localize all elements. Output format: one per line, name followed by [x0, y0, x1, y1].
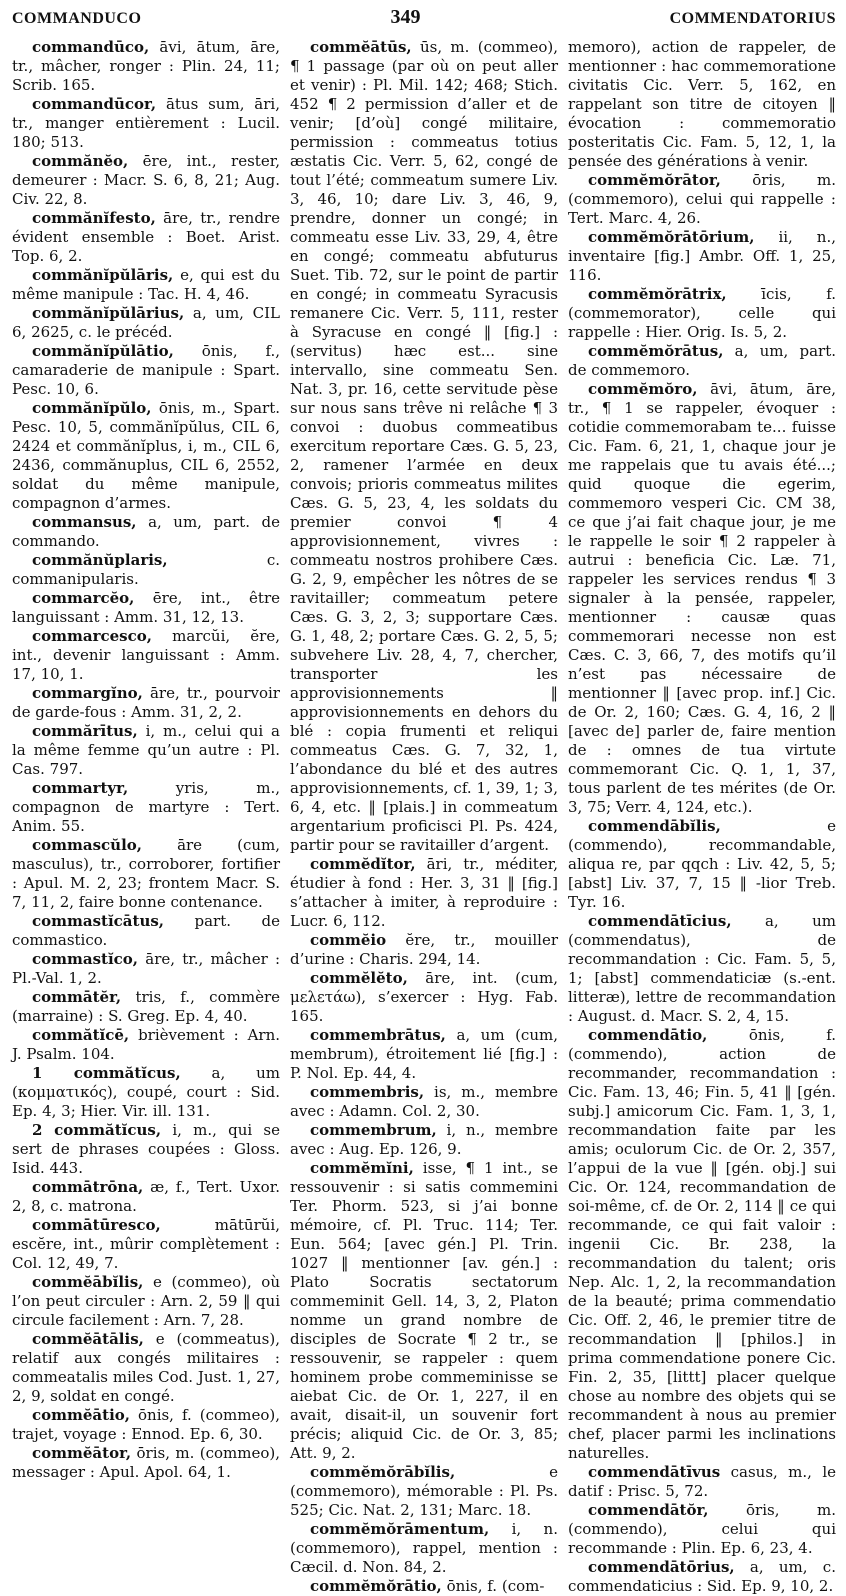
entry-headword: commĕābĭlis, [32, 1273, 144, 1291]
entry-headword: commātĕr, [32, 988, 122, 1006]
entry-headword: commĕātūs, [310, 38, 412, 56]
dictionary-entry [12, 304, 280, 342]
entry-headword: commātrōna, [32, 1178, 144, 1196]
entry-headword: commastĭco, [32, 950, 139, 968]
entry-headword: commănĕo, [32, 152, 129, 170]
dictionary-entry [568, 912, 836, 1026]
entry-definition: āre, tr., mâcher : Pl.-Val. 1, 2. [12, 950, 280, 987]
entry-definition: āre (cum, masculus), tr., corroborer, fortifier : Apul. M. 2, 23; frontem Macr. S. 7, 11, 2, faire bonne contenance. [12, 836, 280, 911]
entry-headword: 1 commătĭcus, [32, 1064, 181, 1082]
page-number: 349 [390, 6, 421, 28]
dictionary-entry [12, 589, 280, 627]
dictionary-entry [568, 1558, 836, 1596]
left-guide-word: COMMANDUCO [12, 10, 142, 27]
entry-definition: e (commeatus), relatif aux congés militaires : commeatalis miles Cod. Just. 1, 27, 2, 9, soldat en congé. [12, 1330, 280, 1405]
entry-definition: āvi, ātum, āre, tr., mâcher, ronger : Plin. 24, 11; Scrib. 165. [12, 38, 280, 94]
entry-definition: mātūrŭi, escĕre, int., mûrir complètement : Col. 12, 49, 7. [12, 1216, 280, 1272]
entry-definition: āri, tr., méditer, étudier à fond : Her. 3, 31 ‖ [fig.] s’attacher à imiter, à reproduire : Lucr. 6, 112. [290, 855, 558, 930]
dictionary-entry [290, 1520, 558, 1577]
entry-definition: ōris, m. (commemoro), celui qui rappelle : Tert. Marc. 4, 26. [568, 171, 836, 227]
dictionary-entry [12, 950, 280, 988]
entry-definition: ōris, m. (commeo), messager : Apul. Apol. 64, 1. [12, 1444, 280, 1481]
entry-definition: āre, tr., rendre évident ensemble : Boet. Arist. Top. 6, 2. [12, 209, 280, 265]
entry-definition: ōnis, m., Spart. Pesc. 10, 5, commănĭpŭlus, CIL 6, 2424 et commănĭplus, i, m., CIL 6, 2436, commănuplus, CIL 6, 2552, soldat du même manipule, compagnon d’armes. [12, 399, 280, 512]
entry-definition: a, um, part. de commemoro. [568, 342, 836, 379]
entry-headword: commĕmŏrātor, [588, 171, 721, 189]
entry-headword: commembris, [310, 1083, 425, 1101]
entry-headword: commargĭno, [32, 684, 143, 702]
dictionary-entry [290, 1083, 558, 1121]
entry-definition: ōnis, f., camaraderie de manipule : Spart. Pesc. 10, 6. [12, 342, 280, 398]
entry-headword: commĕmŏrātrix, [588, 285, 727, 303]
entry-definition: a, um, c. commendaticius : Sid. Ep. 9, 10, 2. [568, 1558, 836, 1595]
dictionary-entry [568, 380, 836, 817]
dictionary-entry [290, 38, 558, 855]
dictionary-entry [568, 285, 836, 342]
entry-headword: commendātŏr, [588, 1501, 709, 1519]
entry-headword: commĕātālis, [32, 1330, 144, 1348]
dictionary-entry [12, 988, 280, 1026]
entry-definition: ōnis, f. (commendo), action de recommander, recommandation : Cic. Fam. 13, 46; Fin. 5, 41 ‖ [gén. subj.] amicorum Cic. Fam. 1, 3, 1, recommandation faite par les amis; oculorum Cic. de Or. 2, 357, l’appui de la vue ‖ [gén. obj.] sui Cic. Or. 124, recommandation de soi-même, cf. de Or. 2, 114 ‖ ce qui recommande, ce qui fait valoir : ingenii Cic. Br. 238, la recommandation du talent; oris Nep. Alc. 1, 2, la recommandation de la beauté; prima commendatio Cic. Off. 2, 46, le premier titre de recommandation ‖ [philos.] in prima commendatione ponere Cic. Fin. 2, 35, [littt] placer quelque chose au nombre des objets qui se recommandent à nous au premier chef, placer parmi les inclinations naturelles. [568, 1026, 836, 1462]
dictionary-entry [568, 817, 836, 912]
entry-headword: commandūco, [32, 38, 150, 56]
entry-headword: commĕmĭni, [310, 1159, 414, 1177]
entry-definition: i, m., celui qui a la même femme qu’un autre : Pl. Cas. 797. [12, 722, 280, 778]
entry-definition: e (commendo), recommandable, aliqua re, par qqch : Liv. 42, 5, 5; [abst] Liv. 37, 7, 15 ‖ -lior Treb. Tyr. 16. [568, 817, 836, 911]
dictionary-entry [12, 342, 280, 399]
dictionary-entry [12, 513, 280, 551]
columns [12, 38, 836, 1595]
dictionary-entry [12, 836, 280, 912]
dictionary-entry [12, 1178, 280, 1216]
dictionary-entry [290, 1463, 558, 1520]
dictionary-entry [568, 1501, 836, 1558]
entry-headword: commĕio [310, 931, 387, 949]
entry-headword: commembrum, [310, 1121, 437, 1139]
page-header [12, 6, 836, 38]
entry-headword: commĕmŏrāmentum, [310, 1520, 490, 1538]
entry-definition: c. commanipularis. [12, 551, 280, 588]
entry-definition: isse, ¶ 1 int., se ressouvenir : si satis commemini Ter. Phorm. 523, si j’ai bonne mémoire, cf. Pl. Truc. 114; Ter. Eun. 564; [avec gén.] Pl. Trin. 1027 ‖ mentionner [av. gén.] : Plato Socratis sectatorum commeminit Gell. 14, 3, 2, Platon nomme un grand nombre de disciples de Socrate ¶ 2 tr., se ressouvenir, se rappeler : quem hominem probe commeminisse se aiebat Cic. de Or. 1, 227, il en avait, disait-il, un souvenir fort précis; aliquid Cic. de Or. 3, 85; Att. 9, 2. [290, 1159, 558, 1462]
entry-definition: ēre, int., rester, demeurer : Macr. S. 6, 8, 21; Aug. Civ. 22, 8. [12, 152, 280, 208]
dictionary-entry [12, 1330, 280, 1406]
entry-definition: æ, f., Tert. Uxor. 2, 8, c. matrona. [12, 1178, 280, 1215]
dictionary-entry [290, 1121, 558, 1159]
dictionary-entry [290, 1577, 558, 1596]
dictionary-entry [12, 1121, 280, 1178]
entry-definition: e (commemoro), mémorable : Pl. Ps. 525; Cic. Nat. 2, 131; Marc. 18. [290, 1463, 558, 1519]
dictionary-entry [290, 1159, 558, 1463]
dictionary-entry [12, 1273, 280, 1330]
dictionary-entry [12, 399, 280, 513]
entry-definition: ōris, m. (commendo), celui qui recommande : Plin. Ep. 6, 23, 4. [568, 1501, 836, 1557]
dictionary-entry [12, 38, 280, 95]
entry-definition: āre, int. (cum, μελετάω), s’exercer : Hyg. Fab. 165. [290, 969, 558, 1025]
entry-headword: commănĭpŭlātio, [32, 342, 174, 360]
entry-definition: ātus sum, āri, tr., manger entièrement : Lucil. 180; 513. [12, 95, 280, 151]
entry-headword: commĕlĕto, [310, 969, 408, 987]
entry-headword: commendātōrius, [588, 1558, 735, 1576]
dictionary-entry [12, 1216, 280, 1273]
entry-definition: ōnis, f. (commeo), trajet, voyage : Ennod. Ep. 6, 30. [12, 1406, 280, 1443]
entry-headword: commărītus, [32, 722, 138, 740]
entry-definition: ĕre, tr., mouiller d’urine : Charis. 294, 14. [290, 931, 558, 968]
entry-definition: ōnis, f. (com- [446, 1577, 545, 1595]
entry-headword: 2 commătĭcus, [32, 1121, 162, 1139]
dictionary-entry [290, 931, 558, 969]
dictionary-entry [12, 152, 280, 209]
dictionary-entry [568, 1026, 836, 1463]
entry-definition: ii, n., inventaire [fig.] Ambr. Off. 1, 25, 116. [568, 228, 836, 284]
entry-definition: a, um, CIL 6, 2625, c. le précéd. [12, 304, 280, 341]
dictionary-entry [568, 342, 836, 380]
dictionary-entry [12, 1026, 280, 1064]
dictionary-entry [568, 171, 836, 228]
dictionary-entry [290, 969, 558, 1026]
entry-headword: commembrātus, [310, 1026, 446, 1044]
entry-headword: commănĭpŭlāris, [32, 266, 174, 284]
entry-definition: is, m., membre avec : Adamn. Col. 2, 30. [290, 1083, 558, 1120]
entry-headword: commĕātio, [32, 1406, 130, 1424]
entry-headword: commĕmŏro, [588, 380, 698, 398]
column-right [568, 38, 836, 1595]
entry-headword: commănĭfesto, [32, 209, 156, 227]
dictionary-entry [12, 722, 280, 779]
dictionary-entry [12, 1064, 280, 1121]
entry-definition: i, n. (commemoro), rappel, mention : Cæcil. d. Non. 84, 2. [290, 1520, 558, 1576]
entry-definition: e, qui est du même manipule : Tac. H. 4, 46. [12, 266, 280, 303]
entry-definition: a, um (commendatus), de recommandation : Cic. Fam. 5, 5, 1; [abst] commendaticiæ (s.-ent. litteræ), lettre de recommandation : August. d. Macr. S. 2, 4, 15. [568, 912, 836, 1025]
entry-definition: tris, f., commère (marraine) : S. Greg. Ep. 4, 40. [12, 988, 280, 1025]
column-left [12, 38, 281, 1481]
entry-definition: marcŭi, ĕre, int., devenir languissant : Amm. 17, 10, 1. [12, 627, 280, 683]
dictionary-entry [12, 95, 280, 152]
dictionary-entry [12, 684, 280, 722]
entry-headword: commĕmŏrātus, [588, 342, 724, 360]
entry-definition: brièvement : Arn. J. Psalm. 104. [12, 1026, 280, 1063]
dictionary-entry [12, 551, 280, 589]
entry-headword: commandūcor, [32, 95, 157, 113]
entry-definition: i, m., qui se sert de phrases coupées : Gloss. Isid. 443. [12, 1121, 281, 1177]
entry-headword: commănŭplaris, [32, 551, 168, 569]
entry-headword: commarcĕo, [32, 589, 135, 607]
entry-headword: commendātio, [588, 1026, 708, 1044]
entry-definition: part. de commastico. [12, 912, 280, 949]
entry-headword: commĕmŏrātio, [310, 1577, 442, 1595]
entry-definition: i, n., membre avec : Aug. Ep. 126, 9. [290, 1121, 558, 1158]
dictionary-entry [12, 779, 280, 836]
entry-headword: commascŭlo, [32, 836, 143, 854]
dictionary-entry [12, 627, 280, 684]
entry-headword: commănĭpŭlo, [32, 399, 152, 417]
column-middle [290, 38, 558, 1595]
entry-definition: a, um, part. de commando. [12, 513, 280, 550]
entry-headword: commartyr, [32, 779, 129, 797]
entry-definition: āre, tr., pourvoir de garde-fous : Amm. 31, 2, 2. [12, 684, 280, 721]
entry-headword: commendābĭlis, [588, 817, 721, 835]
dictionary-entry [12, 1406, 280, 1444]
entry-definition: āvi, ātum, āre, tr., ¶ 1 se rappeler, évoquer : cotidie commemorabam te... fuisse Cic. Fam. 6, 21, 1, chaque jour je me rappelais que tu avais été...; quid quoque die egerim, commemoro vesperi Cic. CM 38, ce que j’ai fait chaque jour, je me le rappelle le soir ¶ 2 rappeler à autrui : beneficia Cic. Læ. 71, rappeler les services rendus ¶ 3 signaler à la pensée, rappeler, mentionner : causæ quas commemorari necesse non est Cæs. C. 3, 66, 7, des motifs qu’il n’est pas nécessaire de mentionner ‖ [avec prop. inf.] Cic. de Or. 2, 160; Cæs. G. 4, 16, 2 ‖ [avec de] parler de, faire mention de : omnes de tua virtute commemorant Cic. Q. 1, 1, 37, tous parlent de tes mérites (de Or. 3, 75; Verr. 4, 124, etc.). [568, 380, 836, 816]
entry-headword: commĕātor, [32, 1444, 132, 1462]
entry-headword: commastĭcātus, [32, 912, 165, 930]
entry-definition: casus, m., le datif : Prisc. 5, 72. [568, 1463, 836, 1500]
entry-headword: commănĭpŭlārius, [32, 304, 185, 322]
right-guide-word: COMMENDATORIUS [669, 10, 836, 27]
dictionary-entry [290, 855, 558, 931]
dictionary-entry [12, 266, 280, 304]
dictionary-entry [568, 38, 836, 171]
entry-definition: a, um (cum, membrum), étroitement lié [fig.] : P. Nol. Ep. 44, 4. [290, 1026, 558, 1082]
entry-definition: īcis, f. (commemorator), celle qui rappelle : Hier. Orig. Is. 5, 2. [568, 285, 836, 341]
entry-headword: commendātīvus [588, 1463, 721, 1481]
entry-headword: commătĭcē, [32, 1026, 130, 1044]
entry-headword: commendātīcius, [588, 912, 732, 930]
dictionary-entry [568, 1463, 836, 1501]
entry-headword: commĕdĭtor, [310, 855, 416, 873]
dictionary-entry [12, 912, 280, 950]
entry-definition: yris, m., compagnon de martyre : Tert. Anim. 55. [12, 779, 280, 835]
dictionary-entry [290, 1026, 558, 1083]
entry-definition: e (commeo), où l’on peut circuler : Arn. 2, 59 ‖ qui circule facilement : Arn. 7, 28. [12, 1273, 280, 1329]
entry-definition: memoro), action de rappeler, de mentionner : hac commemoratione civitatis Cic. Verr. 5, 162, en rappelant son titre de citoyen ‖ évocation : commemoratio posteritatis Cic. Fam. 5, 12, 1, la pensée des générations à venir. [568, 38, 836, 170]
entry-headword: commansus, [32, 513, 137, 531]
dictionary-entry [12, 1444, 280, 1482]
entry-definition: a, um (κομματικός), coupé, court : Sid. Ep. 4, 3; Hier. Vir. ill. 131. [12, 1064, 280, 1120]
entry-headword: commĕmŏrābĭlis, [310, 1463, 456, 1481]
dictionary-entry [568, 228, 836, 285]
entry-headword: commātūresco, [32, 1216, 161, 1234]
entry-headword: commĕmŏrātōrium, [588, 228, 755, 246]
entry-definition: ūs, m. (commeo), ¶ 1 passage (par où on peut aller et venir) : Pl. Mil. 142; 468; Stich. 452 ¶ 2 permission d’aller et de venir; [d’où] congé militaire, permission : commeatus totius æstatis Cic. Verr. 5, 62, congé de tout l’été; commeatum sumere Liv. 3, 46, 10; dare Liv. 3, 46, 9, prendre, donner un congé; in commeatu esse Liv. 33, 29, 4, être en congé; commeatu abfuturus Suet. Tib. 72, sur le point de partir en congé; in commeatu Syracusis remanere Cic. Verr. 5, 111, rester à Syracuse en congé ‖ [fig.] : (servitus) hæc est... sine intervallo, sine commeatu Sen. Nat. 3, pr. 16, cette servitude pèse sur nous sans trêve ni relâche ¶ 3 convoi : duobus commeatibus exercitum reportare Cæs. G. 5, 23, 2, ramener l’armée en deux convois; prioris commeatus milites Cæs. G. 5, 23, 4, les soldats du premier convoi ¶ 4 approvisionnement, vivres : commeatu nostros prohibere Cæs. G. 2, 9, empêcher les nôtres de se ravitailler; commeatum petere Cæs. G. 3, 2, 3; supportare Cæs. G. 1, 48, 2; portare Cæs. G. 2, 5, 5; subvehere Liv. 28, 4, 7, chercher, transporter les approvisionnements ‖ approvisionnements en dehors du blé : copia frumenti et reliqui commeatus Cæs. G. 7, 32, 1, l’abondance du blé et des autres approvisionnements, cf. 1, 39, 1; 3, 6, 4, etc. ‖ [plais.] in commeatum argentarium proficisci Pl. Ps. 424, partir pour se ravitailler d’argent. [290, 38, 558, 854]
entry-definition: ēre, int., être languissant : Amm. 31, 12, 13. [12, 589, 280, 626]
entry-headword: commarcesco, [32, 627, 152, 645]
dictionary-entry [12, 209, 280, 266]
